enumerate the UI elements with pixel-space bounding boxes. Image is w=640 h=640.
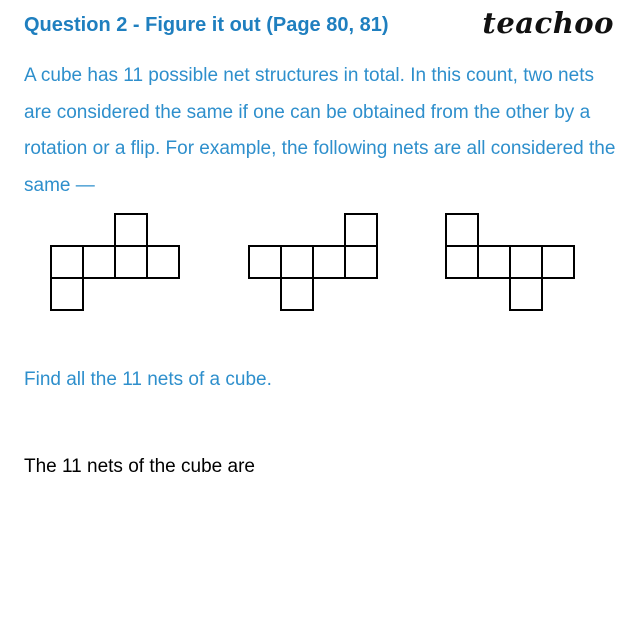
net-square <box>446 246 478 278</box>
net-square <box>345 246 377 278</box>
net-square <box>446 214 478 246</box>
net-square <box>345 214 377 246</box>
example-nets-figure <box>0 206 640 316</box>
net-square <box>115 214 147 246</box>
net-square <box>51 278 83 310</box>
task-text: Find all the 11 nets of a cube. <box>24 369 272 390</box>
net-square <box>510 246 542 278</box>
net-square <box>147 246 179 278</box>
net-square <box>83 246 115 278</box>
cube-net-3 <box>446 214 574 310</box>
answer-intro: The 11 nets of the cube are <box>24 456 255 477</box>
question-heading: Question 2 - Figure it out (Page 80, 81) <box>24 14 389 36</box>
net-square <box>313 246 345 278</box>
net-square <box>115 246 147 278</box>
question-text: A cube has 11 possible net structures in total. In this count, two nets are considered the same if one can be obtained from the other by a rotation or a flip. For example, the following nets are all considered the same — <box>24 65 616 196</box>
teachoo-logo: teachoo <box>482 6 614 40</box>
net-square <box>281 278 313 310</box>
cube-net-1 <box>51 214 179 310</box>
net-square <box>51 246 83 278</box>
cube-net-2 <box>249 214 377 310</box>
net-square <box>542 246 574 278</box>
net-square <box>478 246 510 278</box>
net-square <box>281 246 313 278</box>
net-square <box>249 246 281 278</box>
net-square <box>510 278 542 310</box>
